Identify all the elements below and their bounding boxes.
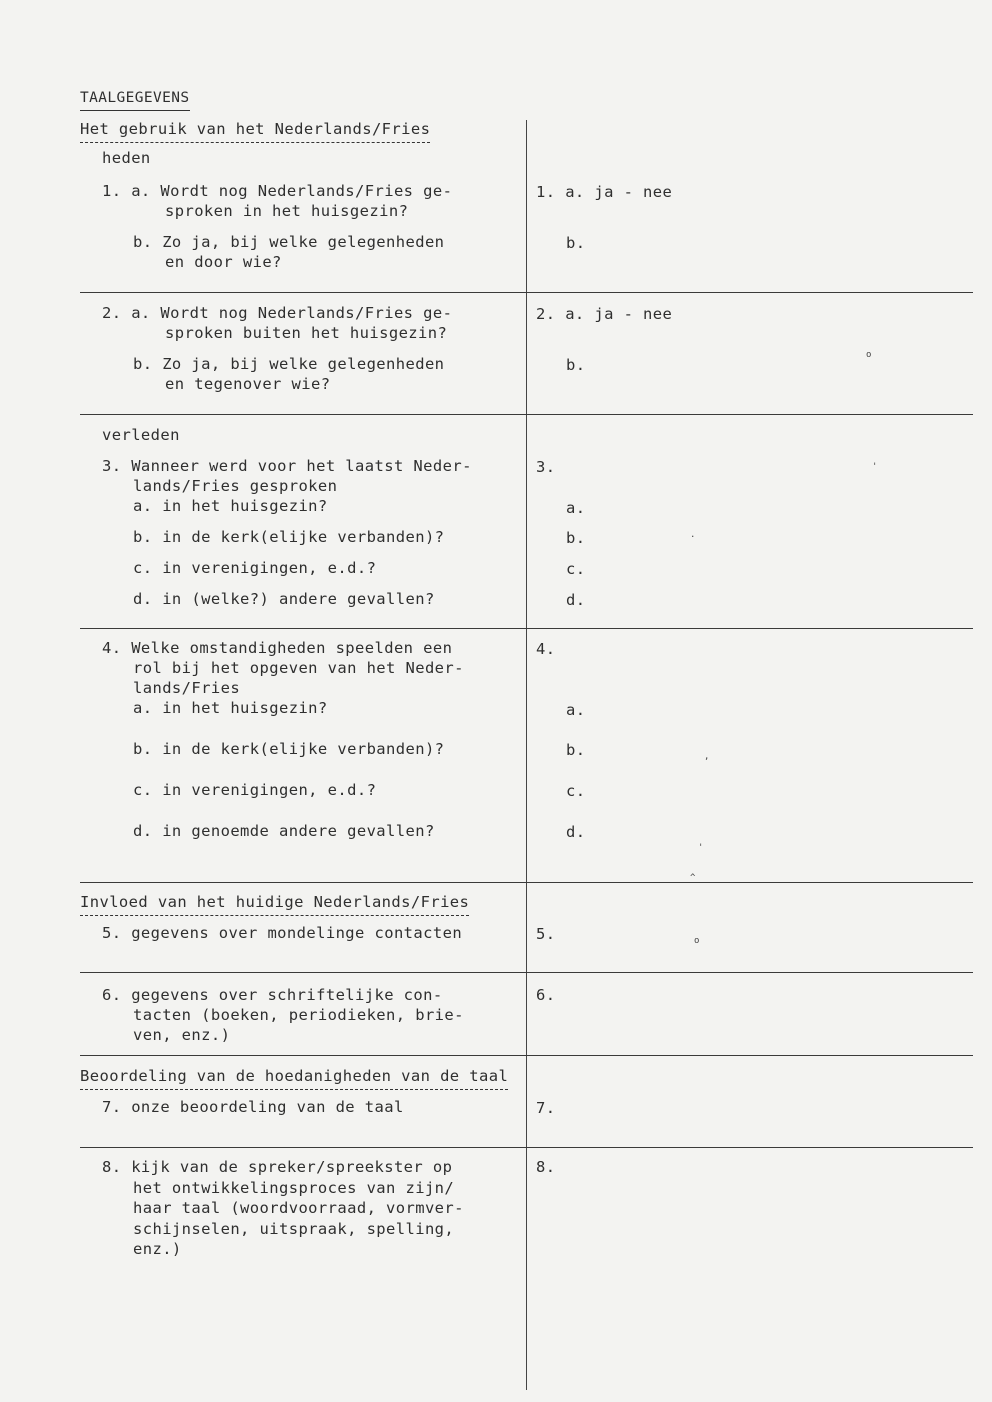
q4-answer: 4. — [536, 640, 556, 658]
subheading-heden: heden — [102, 149, 151, 167]
q4c: c. in verenigingen, e.d.? — [133, 781, 377, 799]
q3c-answer: c. — [566, 560, 586, 578]
row-separator — [80, 292, 973, 293]
q8-line1: 8. kijk van de spreker/spreekster op — [102, 1158, 453, 1176]
page-title: TAALGEGEVENS — [80, 88, 190, 111]
q5-text: 5. gegevens over mondelinge contacten — [102, 924, 463, 942]
q4d-answer: d. — [566, 823, 586, 841]
q3-line1: 3. Wanneer werd voor het laatst Neder- — [102, 457, 472, 475]
q3-answer: 3. — [536, 458, 556, 476]
section-heading-influence: Invloed van het huidige Nederlands/Fries — [80, 892, 469, 916]
q4-line1: 4. Welke omstandigheden speelden een — [102, 639, 453, 657]
q3d-answer: d. — [566, 591, 586, 609]
column-divider — [526, 120, 527, 1390]
q2b-answer: b. — [566, 356, 586, 374]
q1a-line1: 1. a. Wordt nog Nederlands/Fries ge- — [102, 182, 453, 200]
row-separator — [80, 1147, 973, 1148]
q2a-line1: 2. a. Wordt nog Nederlands/Fries ge- — [102, 304, 453, 322]
q7-text: 7. onze beoordeling van de taal — [102, 1098, 404, 1116]
q8-answer: 8. — [536, 1158, 556, 1176]
q4b: b. in de kerk(elijke verbanden)? — [133, 740, 445, 758]
row-separator — [80, 1055, 973, 1056]
paper-speck: o — [866, 350, 872, 360]
section-heading-judgement: Beoordeling van de hoedanigheden van de taal — [80, 1066, 508, 1090]
q4-line3: lands/Fries — [133, 679, 241, 697]
row-separator — [80, 972, 973, 973]
q3b: b. in de kerk(elijke verbanden)? — [133, 528, 445, 546]
subheading-verleden: verleden — [102, 426, 180, 444]
paper-speck: ^ — [690, 873, 696, 883]
q4a-answer: a. — [566, 701, 586, 719]
q2b-line1: b. Zo ja, bij welke gelegenheden — [133, 355, 445, 373]
q7-answer: 7. — [536, 1099, 556, 1117]
q1a-answer: 1. a. ja - nee — [536, 183, 673, 201]
paper-speck: o — [694, 936, 700, 946]
q2b-line2: en tegenover wie? — [165, 375, 331, 393]
q2a-line2: sproken buiten het huisgezin? — [165, 324, 448, 342]
q6-line2: tacten (boeken, periodieken, brie- — [133, 1006, 464, 1024]
q4-line2: rol bij het opgeven van het Neder- — [133, 659, 464, 677]
row-separator — [80, 628, 973, 629]
q1b-answer: b. — [566, 234, 586, 252]
q8-line4: schijnselen, uitspraak, spelling, — [133, 1220, 455, 1238]
q4d: d. in genoemde andere gevallen? — [133, 822, 435, 840]
q4c-answer: c. — [566, 782, 586, 800]
paper-speck: . — [690, 530, 696, 540]
q1a-line2: sproken in het huisgezin? — [165, 202, 409, 220]
q3-line2: lands/Fries gesproken — [133, 477, 338, 495]
q1b-line1: b. Zo ja, bij welke gelegenheden — [133, 233, 445, 251]
paper-speck: ' — [872, 462, 878, 472]
q5-answer: 5. — [536, 925, 556, 943]
q6-line3: ven, enz.) — [133, 1026, 231, 1044]
q4a: a. in het huisgezin? — [133, 699, 328, 717]
q8-line3: haar taal (woordvoorraad, vormver- — [133, 1199, 464, 1217]
row-separator — [80, 882, 973, 883]
q3a-answer: a. — [566, 499, 586, 517]
q1b-line2: en door wie? — [165, 253, 282, 271]
paper-speck: ' — [698, 843, 704, 853]
q6-answer: 6. — [536, 986, 556, 1004]
section-heading-usage: Het gebruik van het Nederlands/Fries — [80, 119, 430, 143]
q8-line5: enz.) — [133, 1240, 182, 1258]
q3c: c. in verenigingen, e.d.? — [133, 559, 377, 577]
q3b-answer: b. — [566, 529, 586, 547]
q6-line1: 6. gegevens over schriftelijke con- — [102, 986, 443, 1004]
q3d: d. in (welke?) andere gevallen? — [133, 590, 435, 608]
q8-line2: het ontwikkelingsproces van zijn/ — [133, 1179, 455, 1197]
q4b-answer: b. — [566, 741, 586, 759]
q2a-answer: 2. a. ja - nee — [536, 305, 673, 323]
q3a: a. in het huisgezin? — [133, 497, 328, 515]
paper-speck: , — [704, 752, 710, 762]
row-separator — [80, 414, 973, 415]
